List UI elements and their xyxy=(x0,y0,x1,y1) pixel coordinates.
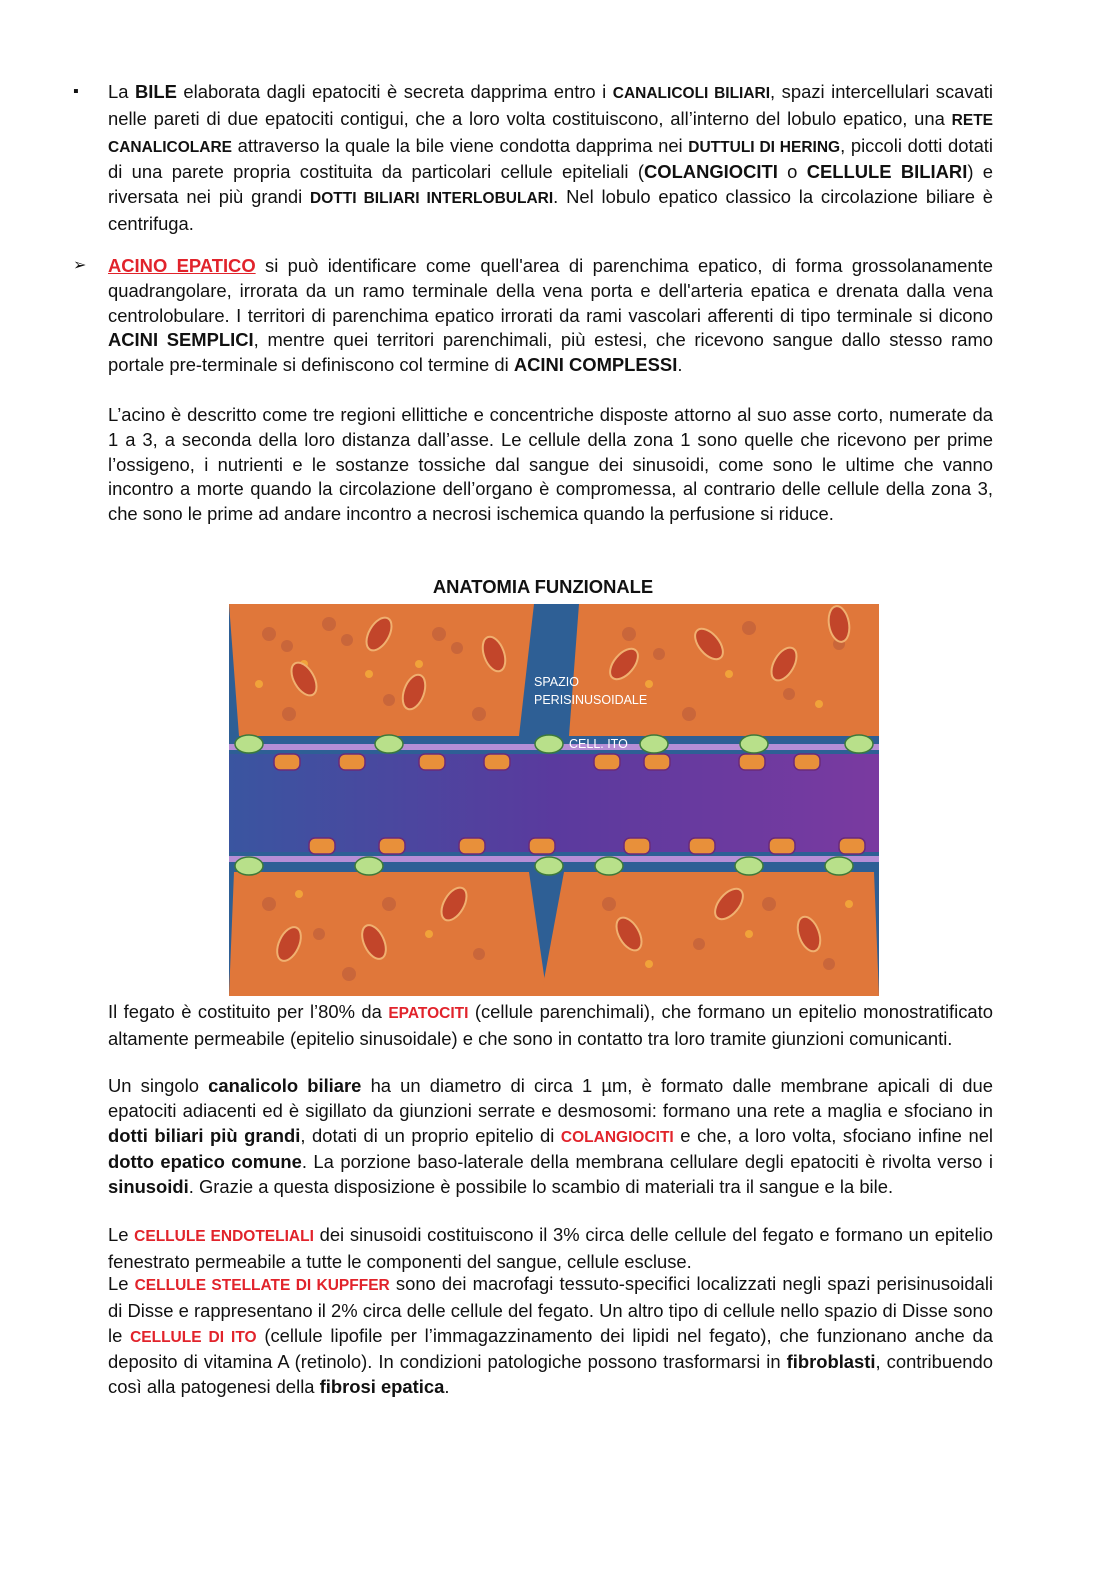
arrow-bullet-icon: ➢ xyxy=(73,257,87,274)
acino-zones-paragraph: L’acino è descritto come tre regioni ellittiche e concentriche disposte attorno al suo asse corto, numerate da 1 a 3, a seconda della loro distanza dall’asse. Le cellule della zona 1 sono quelle che ricevono per prime l’ossigeno, i nutrienti e le sostanze tossiche dal sangue dei sinusoidi, come sono le ultime che vanno incontro a morte quando la circolazione dell’organo è compromessa, al contrario delle cellule della zona 3, che sono le prime ad andare incontro a necrosi ischemica quando la perfusione si riduce. xyxy=(108,404,993,525)
endoteliali-paragraph: Le CELLULE ENDOTELIALI dei sinusoidi costituiscono il 3% circa delle cellule del fegato e formano un epitelio fenestrato permeabile a tutte le componenti del sangue, cellule escluse. xyxy=(108,1224,993,1272)
square-bullet-icon: ▪ xyxy=(73,83,79,100)
label-spazio: SPAZIO xyxy=(534,675,579,689)
label-cell-ito: CELL. ITO xyxy=(569,737,628,751)
canalicolo-paragraph: Un singolo canalicolo biliare ha un diametro di circa 1 µm, è formato dalle membrane apicali di due epatociti adiacenti ed è sigillato da giunzioni serrate e desmosomi: formano una rete a maglia e sfociano in dotti biliari più grandi, dotati di un proprio epitelio di COLANGIOCITI e che, a loro volta, sfociano infine nel dotto epatico comune. La porzione baso-laterale della membrana cellulare degli epatociti è rivolta verso i sinusoidi. Grazie a questa disposizione è possibile lo scambio di materiali tra il sangue e la bile. xyxy=(108,1075,994,1198)
kupffer-ito-paragraph: Le CELLULE STELLATE DI KUPFFER sono dei macrofagi tessuto-specifici localizzati negli spazi perisinusoidali di Disse e rappresentano il 2% circa delle cellule del fegato. Un altro tipo di cellule nello spazio di Disse sono le CELLULE DI ITO (cellule lipofile per l’immagazzinamento dei lipidi nel fegato), che funzionano anche da deposito di vitamina A (retinolo). In condizioni patologiche possono trasformarsi in fibroblasti, contribuendo così alla patogenesi della fibrosi epatica. xyxy=(108,1273,993,1398)
bile-paragraph: La BILE elaborata dagli epatociti è secreta dapprima entro i CANALICOLI BILIARI, spazi intercellulari scavati nelle pareti di due epatociti contigui, che a loro volta costituiscono, all’interno del lobulo epatico, una RETE CANALICOLARE attraverso la quale la bile viene condotta dapprima nei DUTTULI DI HERING, piccoli dotti dotati di una parete propria costituita da particolari cellule epiteliali (COLANGIOCITI o CELLULE BILIARI) e riversata nei più grandi DOTTI BILIARI INTERLOBULARI. Nel lobulo epatico classico la circolazione biliare è centrifuga. xyxy=(108,81,994,234)
hepatocyte-bottom-left xyxy=(229,872,547,996)
sinusoid-illustration xyxy=(229,604,879,996)
epatociti-paragraph: Il fegato è costituito per l’80% da EPATOCITI (cellule parenchimali), che formano un epitelio monostratificato altamente permeabile (epitelio sinusoidale) e che sono in contatto tra loro tramite giunzioni comunicanti. xyxy=(108,1001,993,1049)
hepatocyte-bottom-right xyxy=(541,872,879,996)
acino-paragraph: ACINO EPATICO si può identificare come quell'area di parenchima epatico, di forma grossolanamente quadrangolare, irrorata da un ramo terminale della vena porta e dell'arteria epatica e drenata dalla vena centrolobulare. I territori di parenchima epatico irrorati da rami vascolari afferenti di tipo terminale si dicono ACINI SEMPLICI, mentre quei territori parenchimali, più estesi, che ricevono sangue dallo stesso ramo portale pre-terminale si definiscono col termine di ACINI COMPLESSI. xyxy=(108,255,994,376)
label-perisinusoidale: PERISINUSOIDALE xyxy=(534,693,648,707)
figure-title: ANATOMIA FUNZIONALE xyxy=(432,576,654,597)
